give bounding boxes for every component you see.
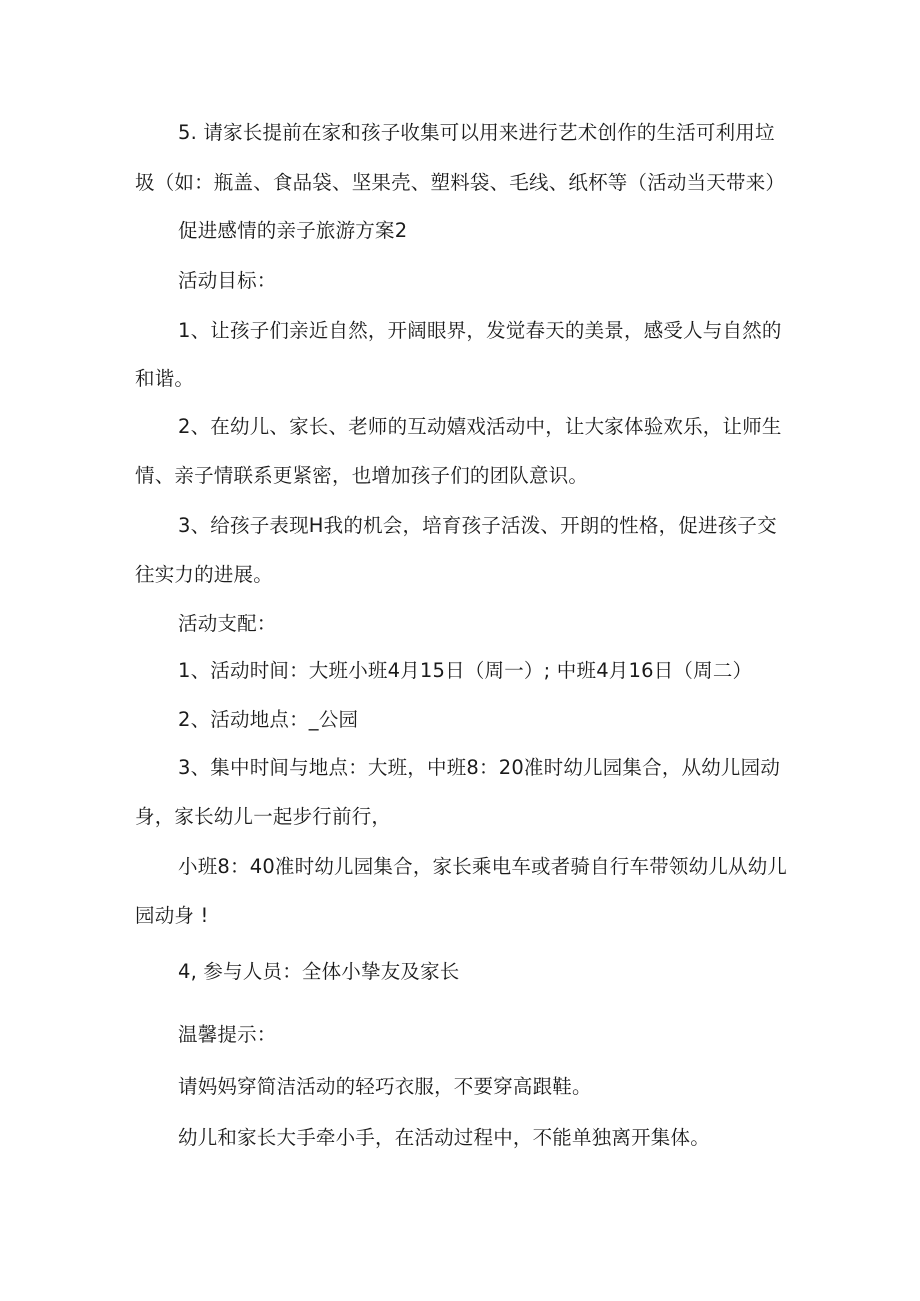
text-line: 身，家长幼儿一起步行前行， — [135, 805, 392, 828]
text-line: 2、在幼儿、家长、老师的互动嬉戏活动中，让大家体验欢乐，让师生 — [178, 415, 782, 438]
text-line: 园动身 ! — [135, 904, 209, 927]
text-line: 情、亲子情联系更紧密，也增加孩子们的团队意识。 — [135, 464, 589, 487]
text-line: 请妈妈穿简洁活动的轻巧衣服，不要穿高跟鞋。 — [178, 1075, 592, 1098]
text-line: 往实力的进展。 — [135, 563, 273, 586]
text-line: 3、给孩子表现H我的机会，培育孩子活泼、开朗的性格，促进孩子交 — [178, 514, 777, 537]
text-line: 1、让孩子们亲近自然，开阔眼界，发觉春天的美景，感受人与自然的 — [178, 319, 782, 342]
text-line: 小班8：40准时幼儿园集合，家长乘电车或者骑自行车带领幼儿从幼儿 — [178, 855, 788, 878]
text-line: 1、活动时间：大班小班4月15日（周一）; 中班4月16日（周二） — [178, 659, 753, 682]
heading: 活动支配： — [178, 612, 277, 635]
text-line: 3、集中时间与地点：大班，中班8：20准时幼儿园集合，从幼儿园动 — [178, 756, 781, 779]
heading: 活动目标： — [178, 269, 277, 292]
heading: 温馨提示： — [178, 1023, 277, 1046]
text-line: 4, 参与人员：全体小挚友及家长 — [178, 960, 460, 983]
text-line: 和谐。 — [135, 367, 195, 390]
text-line: 圾（如：瓶盖、食品袋、坚果壳、塑料袋、毛线、纸杯等（活动当天带来） — [135, 171, 786, 194]
section-title: 促进感情的亲子旅游方案2 — [178, 219, 408, 242]
text-line: 5. 请家长提前在家和孩子收集可以用来进行艺术创作的生活可利用垃 — [178, 121, 775, 144]
text-line: 2、活动地点：_公园 — [178, 708, 359, 731]
text-line: 幼儿和家长大手牵小手，在活动过程中，不能单独离开集体。 — [178, 1126, 710, 1149]
